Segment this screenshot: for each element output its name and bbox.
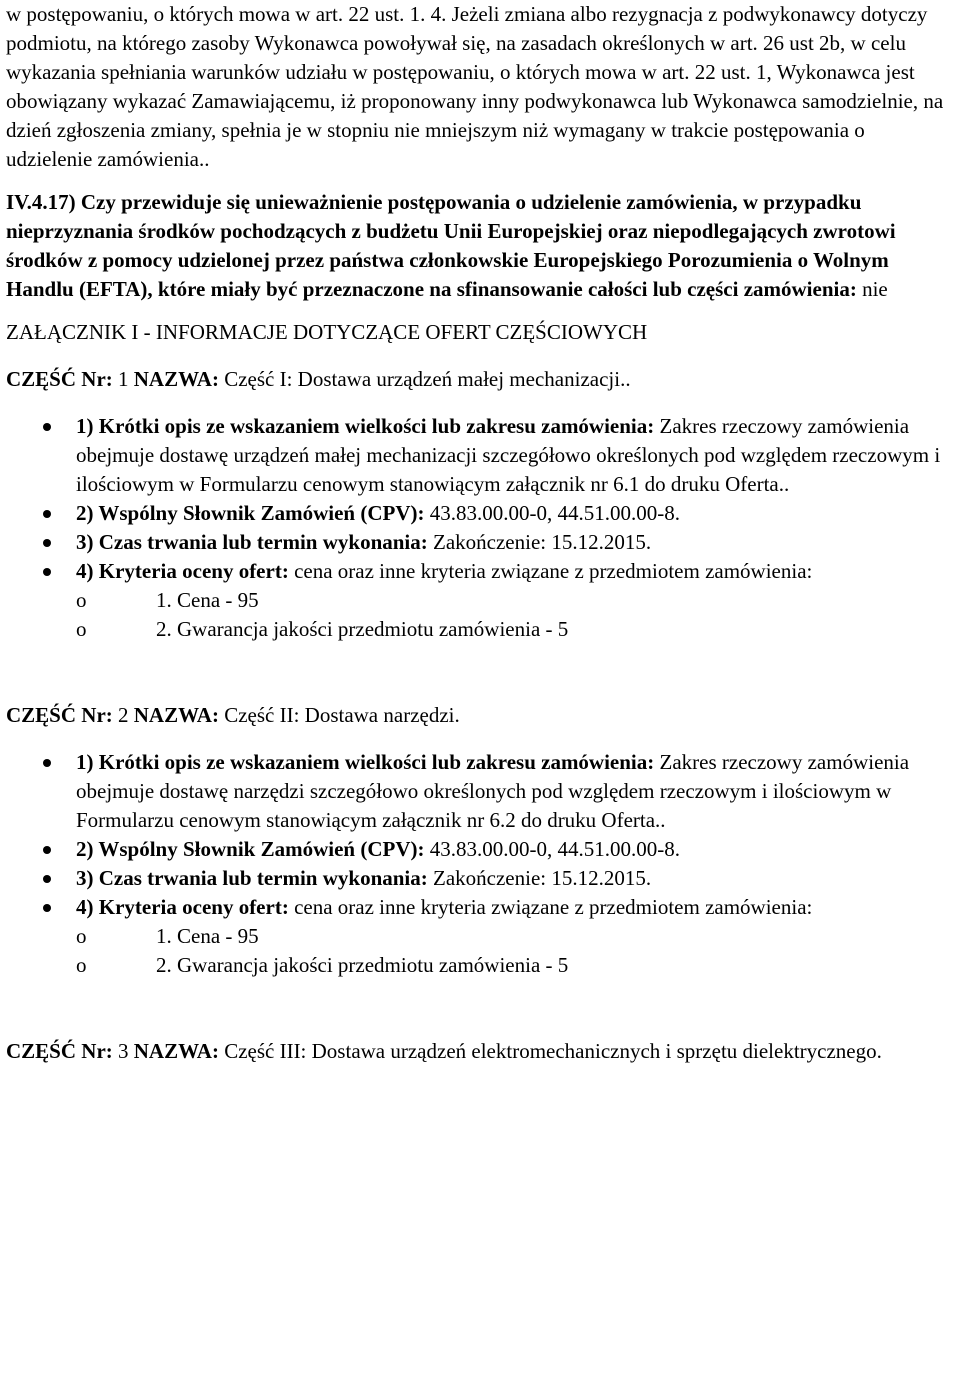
annex-title: ZAŁĄCZNIK I - INFORMACJE DOTYCZĄCE OFERT CZĘŚCIOWYCH [6, 320, 648, 344]
section-iv-4-17 [6, 188, 956, 304]
part-2-heading [6, 701, 956, 730]
description-value: Zakres rzeczowy zamówienia obejmuje dostawę urządzeń małej mechanizacji szczegółowo określonych pod względem rzeczowym i ilościowym w Formularzu cenowym stanowiącym załącznik nr 6.1 do druku Oferta.. [76, 414, 941, 496]
criteria-subitem [76, 951, 956, 980]
part-1-description-item [6, 412, 956, 499]
criteria-value: cena oraz inne kryteria związane z przedmiotem zamówienia: [288, 559, 813, 583]
sub-bullet-marker: o [76, 588, 87, 612]
duration-value: Zakończenie: 15.12.2015. [427, 866, 652, 890]
part-name-value: Część I: Dostawa urządzeń małej mechanizacji.. [218, 367, 631, 391]
spacer [6, 394, 956, 412]
part-name-value: Część II: Dostawa narzędzi. [218, 703, 460, 727]
criteria-label: 4) Kryteria oceny ofert: [76, 559, 289, 583]
part-nr-label: CZĘŚĆ Nr: [6, 703, 113, 727]
criteria-value: cena oraz inne kryteria związane z przedmiotem zamówienia: [288, 895, 813, 919]
part-nr-label: CZĘŚĆ Nr: [6, 1039, 113, 1063]
cpv-value: 43.83.00.00-0, 44.51.00.00-8. [424, 837, 680, 861]
section-iv-4-17-value: nie [856, 277, 888, 301]
part-2-duration-item [6, 864, 956, 893]
duration-value: Zakończenie: 15.12.2015. [427, 530, 652, 554]
part-nr-value: 3 [112, 1039, 134, 1063]
criteria-sublist [76, 586, 956, 644]
criteria-subitem [76, 922, 956, 951]
criteria-subitem-text: 1. Cena - 95 [156, 924, 259, 948]
spacer [6, 730, 956, 748]
part-2-description-item [6, 748, 956, 835]
duration-label: 3) Czas trwania lub termin wykonania: [76, 866, 428, 890]
criteria-subitem-text: 2. Gwarancja jakości przedmiotu zamówienia - 5 [156, 953, 569, 977]
document-page [6, 0, 956, 1066]
cpv-label: 2) Wspólny Słownik Zamówień (CPV): [76, 837, 425, 861]
part-nr-value: 2 [112, 703, 134, 727]
spacer [6, 304, 956, 318]
part-3-heading [6, 1037, 956, 1066]
sub-bullet-marker: o [76, 617, 87, 641]
section-iv-4-17-label: IV.4.17) Czy przewiduje się unieważnienie postępowania o udzielenie zamówienia, w przypadku nieprzyznania środków pochodzących z budżetu Unii Europejskiej oraz niepodlegających zwrotowi środków z pomocy udzielonej przez państwa członkowskie Europejskiego Porozumienia o Wolnym Handlu (EFTA), które miały być przeznaczone na sfinansowanie całości lub części zamówienia: [6, 190, 896, 301]
part-name-label: NAZWA: [133, 703, 219, 727]
spacer [6, 347, 956, 365]
criteria-subitem [76, 586, 956, 615]
spacer [6, 644, 956, 701]
part-2-details-list [6, 748, 956, 980]
description-label: 1) Krótki opis ze wskazaniem wielkości lub zakresu zamówienia: [76, 414, 655, 438]
cpv-label: 2) Wspólny Słownik Zamówień (CPV): [76, 501, 425, 525]
part-name-label: NAZWA: [133, 367, 219, 391]
part-1-heading [6, 365, 956, 394]
criteria-label: 4) Kryteria oceny ofert: [76, 895, 289, 919]
part-1-cpv-item [6, 499, 956, 528]
sub-bullet-marker: o [76, 953, 87, 977]
criteria-sublist [76, 922, 956, 980]
part-1-details-list [6, 412, 956, 644]
criteria-subitem-text: 2. Gwarancja jakości przedmiotu zamówienia - 5 [156, 617, 569, 641]
sub-bullet-marker: o [76, 924, 87, 948]
description-label: 1) Krótki opis ze wskazaniem wielkości lub zakresu zamówienia: [76, 750, 655, 774]
part-1-duration-item [6, 528, 956, 557]
part-nr-label: CZĘŚĆ Nr: [6, 367, 113, 391]
description-value: Zakres rzeczowy zamówienia obejmuje dostawę narzędzi szczegółowo określonych pod względem rzeczowym i ilościowym w Formularzu cenowym stanowiącym załącznik nr 6.2 do druku Oferta.. [76, 750, 910, 832]
spacer [6, 980, 956, 1037]
spacer [6, 174, 956, 188]
duration-label: 3) Czas trwania lub termin wykonania: [76, 530, 428, 554]
criteria-subitem-text: 1. Cena - 95 [156, 588, 259, 612]
part-name-label: NAZWA: [133, 1039, 219, 1063]
part-2-criteria-item [6, 893, 956, 980]
part-1-criteria-item [6, 557, 956, 644]
part-2-cpv-item [6, 835, 956, 864]
part-nr-value: 1 [112, 367, 134, 391]
intro-paragraph: w postępowaniu, o których mowa w art. 22 ust. 1. 4. Jeżeli zmiana albo rezygnacja z podwykonawcy dotyczy podmiotu, na którego zasoby Wykonawca powoływał się, na zasadach określonych w art. 26 ust 2b, w celu wykazania spełniania warunków udziału w postępowaniu, o których mowa w art. 22 ust. 1, Wykonawca jest obowiązany wykazać Zamawiającemu, iż proponowany inny podwykonawca lub Wykonawca samodzielnie, na dzień zgłoszenia zmiany, spełnia je w stopniu nie mniejszym niż wymagany w trakcie postępowania o udzielenie zamówienia.. [6, 2, 944, 171]
part-name-value: Część III: Dostawa urządzeń elektromechanicznych i sprzętu dielektrycznego. [218, 1039, 882, 1063]
cpv-value: 43.83.00.00-0, 44.51.00.00-8. [424, 501, 680, 525]
criteria-subitem [76, 615, 956, 644]
